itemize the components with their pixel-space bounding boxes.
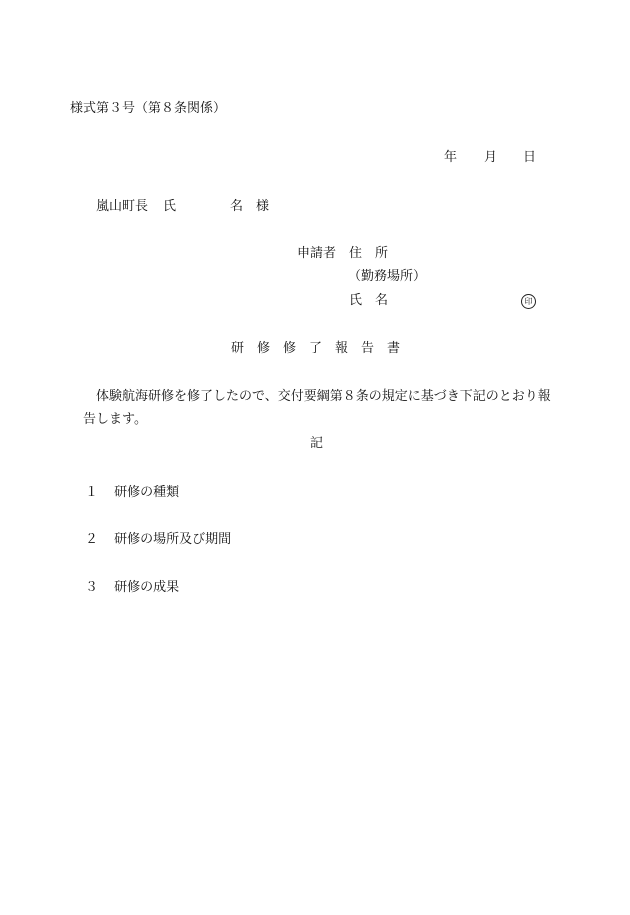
item-number: ２ [85, 532, 99, 547]
addressee-honorific: 様 [256, 199, 270, 214]
seal-icon: 印 [521, 294, 536, 309]
form-number: 様式第３号（第８条関係） [70, 101, 227, 116]
addressee-org: 嵐山町長 [96, 199, 149, 214]
applicant-role: 申請者 [297, 246, 337, 261]
list-item [85, 485, 179, 501]
item-label: 研修の種類 [114, 485, 180, 500]
item-label: 研修の場所及び期間 [114, 532, 232, 547]
list-item [85, 580, 179, 596]
addressee-name-label-2: 名 [230, 199, 244, 214]
document-title: 研 修 修 了 報 告 書 [231, 341, 401, 356]
applicant-workplace-label: （勤務場所） [348, 269, 427, 284]
date-day: 日 [523, 150, 537, 165]
body-line-2: 告します。 [83, 412, 147, 427]
addressee-name-label-1: 氏 [163, 199, 177, 214]
date-month: 月 [484, 150, 498, 165]
applicant-name-label: 氏 名 [349, 293, 389, 308]
seal-mark [521, 293, 536, 309]
date-year: 年 [444, 150, 458, 165]
list-item [85, 532, 231, 548]
item-label: 研修の成果 [114, 580, 180, 595]
applicant-address-label: 住 所 [349, 246, 389, 261]
item-number: １ [85, 485, 99, 500]
body-line-1: 体験航海研修を修了したので、交付要綱第８条の規定に基づき下記のとおり報 [96, 389, 551, 404]
item-number: ３ [85, 580, 99, 595]
note-heading: 記 [310, 436, 324, 451]
